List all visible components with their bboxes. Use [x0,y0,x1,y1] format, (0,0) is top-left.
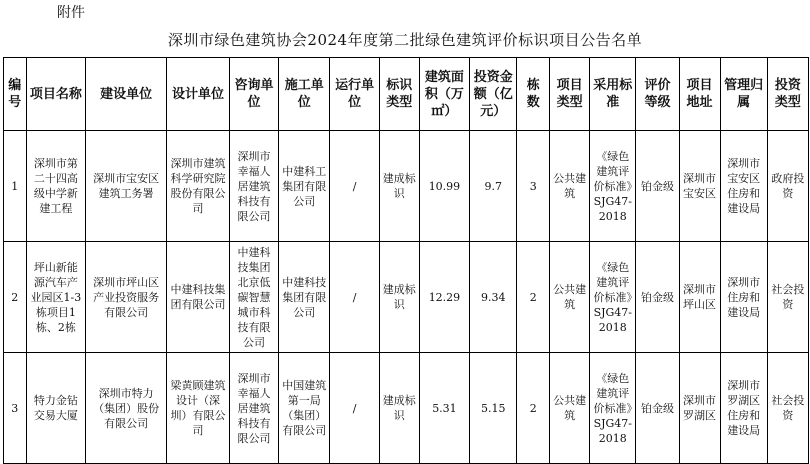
table-cell: 中建科技集团北京低碳智慧城市科技有限公司 [229,242,278,353]
table-cell: 9.34 [470,242,517,353]
table-cell: 深圳市罗湖区 [679,353,720,464]
table-cell: 中国建筑第一局（集团）有限公司 [279,353,330,464]
table-cell: 特力金钻交易大厦 [26,353,86,464]
table-cell: 公共建筑 [550,131,590,242]
header-cell: 咨询单位 [229,58,278,131]
table-cell: 深圳市幸福人居建筑科技有限公司 [229,353,278,464]
table-cell: 深圳市幸福人居建筑科技有限公司 [229,131,278,242]
header-cell: 标识类型 [379,58,419,131]
header-cell: 项目地址 [679,58,720,131]
project-table [3,57,809,464]
document-title: 深圳市绿色建筑协会2024年度第二批绿色建筑评价标识项目公告名单 [167,31,643,49]
table-cell: 《绿色建筑评价标准》SJG47-2018 [590,353,636,464]
header-cell: 评价等级 [636,58,679,131]
table-cell: 2 [517,353,550,464]
table-cell: 深圳市坪山区产业投资服务有限公司 [86,242,167,353]
header-cell: 管理归属 [720,58,767,131]
table-cell: 3 [517,131,550,242]
table-cell: / [330,353,379,464]
table-cell: 中建科技集团有限公司 [167,242,230,353]
table-cell: 深圳市第二十四高级中学新建工程 [26,131,86,242]
header-cell: 采用标准 [590,58,636,131]
header-cell: 项目名称 [26,58,86,131]
table-cell: 深圳市住房和建设局 [720,242,767,353]
table-cell: 铂金级 [636,353,679,464]
table-cell: 建成标识 [379,353,419,464]
table-cell: 公共建筑 [550,353,590,464]
table-cell: 9.7 [470,131,517,242]
table-cell: 2 [4,242,27,353]
table-cell: 1 [4,131,27,242]
table-cell: 公共建筑 [550,242,590,353]
table-cell: 社会投资 [767,353,808,464]
attachment-label: 附件 [57,5,85,21]
header-cell: 投资类型 [767,58,808,131]
header-cell: 建筑面积（万㎡） [419,58,469,131]
header-cell: 运行单位 [330,58,379,131]
table-cell: 深圳市宝安区 [679,131,720,242]
table-cell: 深圳市宝安区建筑工务署 [86,131,167,242]
table-cell: 建成标识 [379,131,419,242]
table-cell: 中建科工集团有限公司 [279,131,330,242]
header-cell: 投资金额（亿元） [470,58,517,131]
table-cell: 政府投资 [767,131,808,242]
header-cell: 栋数 [517,58,550,131]
header-cell: 施工单位 [279,58,330,131]
table-cell: 《绿色建筑评价标准》SJG47-2018 [590,131,636,242]
table-cell: / [330,242,379,353]
table-cell: 铂金级 [636,242,679,353]
table-cell: 12.29 [419,242,469,353]
header-cell: 项目类型 [550,58,590,131]
table-cell: 坪山新能源汽车产业园区1-3栋项目1栋、2栋 [26,242,86,353]
table-cell: 建成标识 [379,242,419,353]
table-cell: 深圳市宝安区住房和建设局 [720,131,767,242]
table-cell: 中建科技集团有限公司 [279,242,330,353]
header-cell: 建设单位 [86,58,167,131]
table-cell: 铂金级 [636,131,679,242]
table-row [4,131,809,242]
header-cell: 编号 [4,58,27,131]
table-cell: / [330,131,379,242]
table-cell: 《绿色建筑评价标准》SJG47-2018 [590,242,636,353]
table-cell: 10.99 [419,131,469,242]
table-cell: 深圳市罗湖区住房和建设局 [720,353,767,464]
table-cell: 梁黄顾建筑设计（深圳）有限公司 [167,353,230,464]
table-cell: 社会投资 [767,242,808,353]
table-cell: 3 [4,353,27,464]
table-row [4,242,809,353]
table-cell: 2 [517,242,550,353]
table-row [4,353,809,464]
header-cell: 设计单位 [167,58,230,131]
table-cell: 5.31 [419,353,469,464]
table-cell: 深圳市建筑科学研究院股份有限公司 [167,131,230,242]
table-cell: 深圳市坪山区 [679,242,720,353]
table-cell: 5.15 [470,353,517,464]
table-cell: 深圳市特力（集团）股份有限公司 [86,353,167,464]
header-row [4,58,809,131]
